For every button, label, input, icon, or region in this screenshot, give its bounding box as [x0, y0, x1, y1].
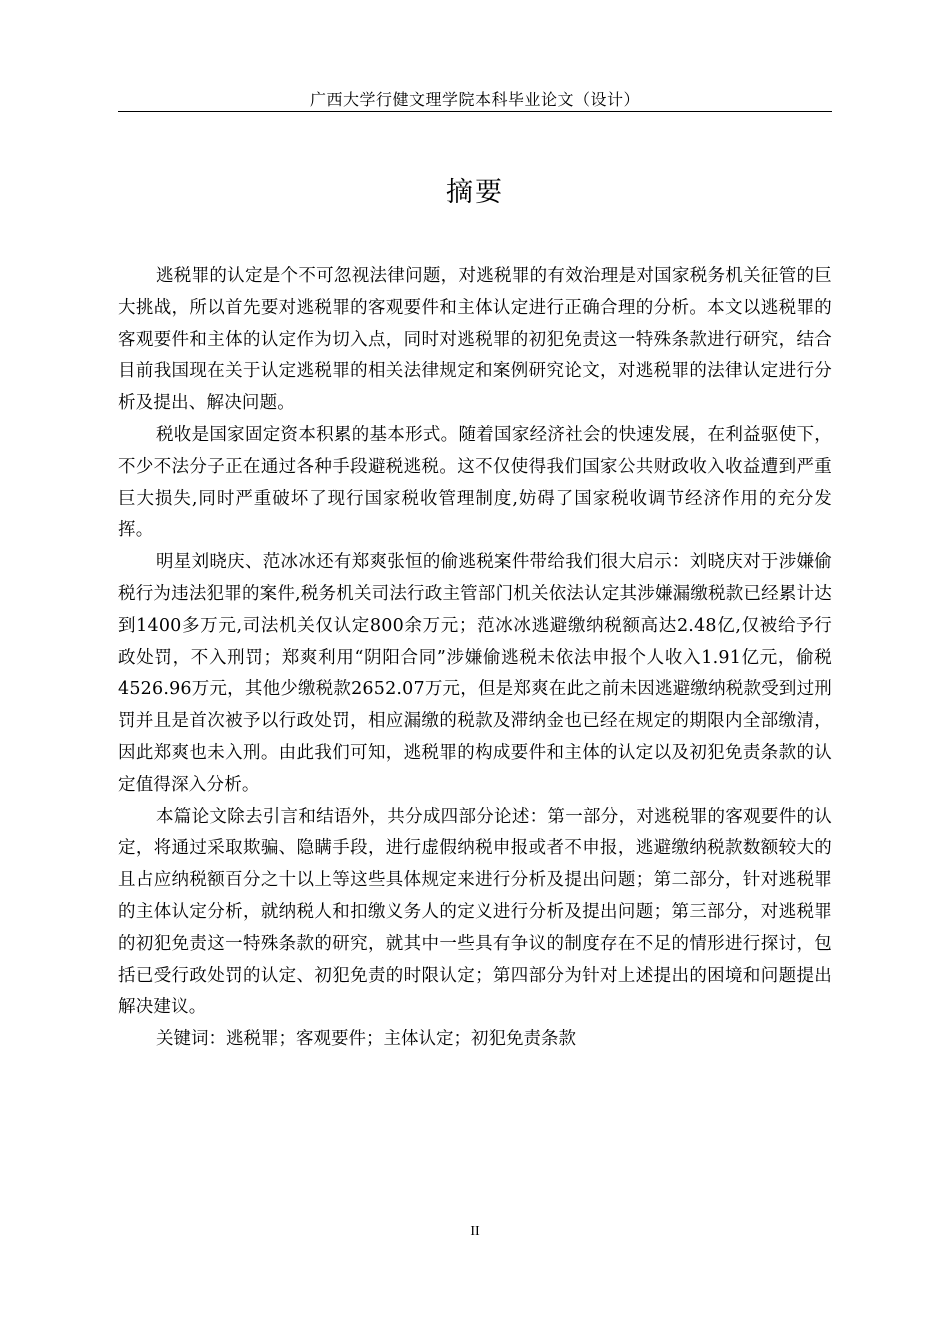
abstract-paragraph: 逃税罪的认定是个不可忽视法律问题，对逃税罪的有效治理是对国家税务机关征管的巨大挑战，所以首先要对逃税罪的客观要件和主体认定进行正确合理的分析。本文以逃税罪的客观要件和主体的认定作为切入点，同时对逃税罪的初犯免责这一特殊条款进行研究，结合目前我国现在关于认定逃税罪的相关法律规定和案例研究论文，对逃税罪的法律认定进行分析及提出、解决问题。	[118, 266, 832, 414]
keywords-line: 关键词：逃税罪；客观要件；主体认定；初犯免责条款	[156, 1029, 576, 1050]
abstract-body	[118, 261, 832, 1056]
abstract-title: 摘要	[446, 177, 504, 208]
abstract-paragraph: 本篇论文除去引言和结语外，共分成四部分论述：第一部分，对逃税罪的客观要件的认定，将通过采取欺骗、隐瞒手段，进行虚假纳税申报或者不申报，逃避缴纳税款数额较大的且占应纳税额百分之十以上等这些具体规定来进行分析及提出问题；第二部分，针对逃税罪的主体认定分析，就纳税人和扣缴义务人的定义进行分析及提出问题；第三部分，对逃税罪的初犯免责这一特殊条款的研究，就其中一些具有争议的制度存在不足的情形进行探讨，包括已受行政处罚的认定、初犯免责的时限认定；第四部分为针对上述提出的困境和问题提出解决建议。	[118, 806, 832, 1018]
abstract-paragraph: 税收是国家固定资本积累的基本形式。随着国家经济社会的快速发展，在利益驱使下，不少不法分子正在通过各种手段避税逃税。这不仅使得我们国家公共财政收入收益遭到严重巨大损失,同时严重破坏了现行国家税收管理制度,妨碍了国家税收调节经济作用的充分发挥。	[118, 424, 832, 541]
running-header: 广西大学行健文理学院本科毕业论文（设计）	[309, 90, 640, 109]
page-number: II	[470, 1224, 480, 1239]
header-rule	[118, 111, 832, 112]
abstract-paragraph: 明星刘晓庆、范冰冰还有郑爽张恒的偷逃税案件带给我们很大启示：刘晓庆对于涉嫌偷税行为违法犯罪的案件,税务机关司法行政主管部门机关依法认定其涉嫌漏缴税款已经累计达到1400多万元,司法机关仅认定800余万元；范冰冰逃避缴纳税额高达2.48亿,仅被给予行政处罚，不入刑罚；郑爽利用“阴阳合同”涉嫌偷逃税未依法申报个人收入1.91亿元，偷税4526.96万元，其他少缴税款2652.07万元，但是郑爽在此之前未因逃避缴纳税款受到过刑罚并且是首次被予以行政处罚，相应漏缴的税款及滞纳金也已经在规定的期限内全部缴清，因此郑爽也未入刑。由此我们可知，逃税罪的构成要件和主体的认定以及初犯免责条款的认定值得深入分析。	[118, 552, 832, 795]
